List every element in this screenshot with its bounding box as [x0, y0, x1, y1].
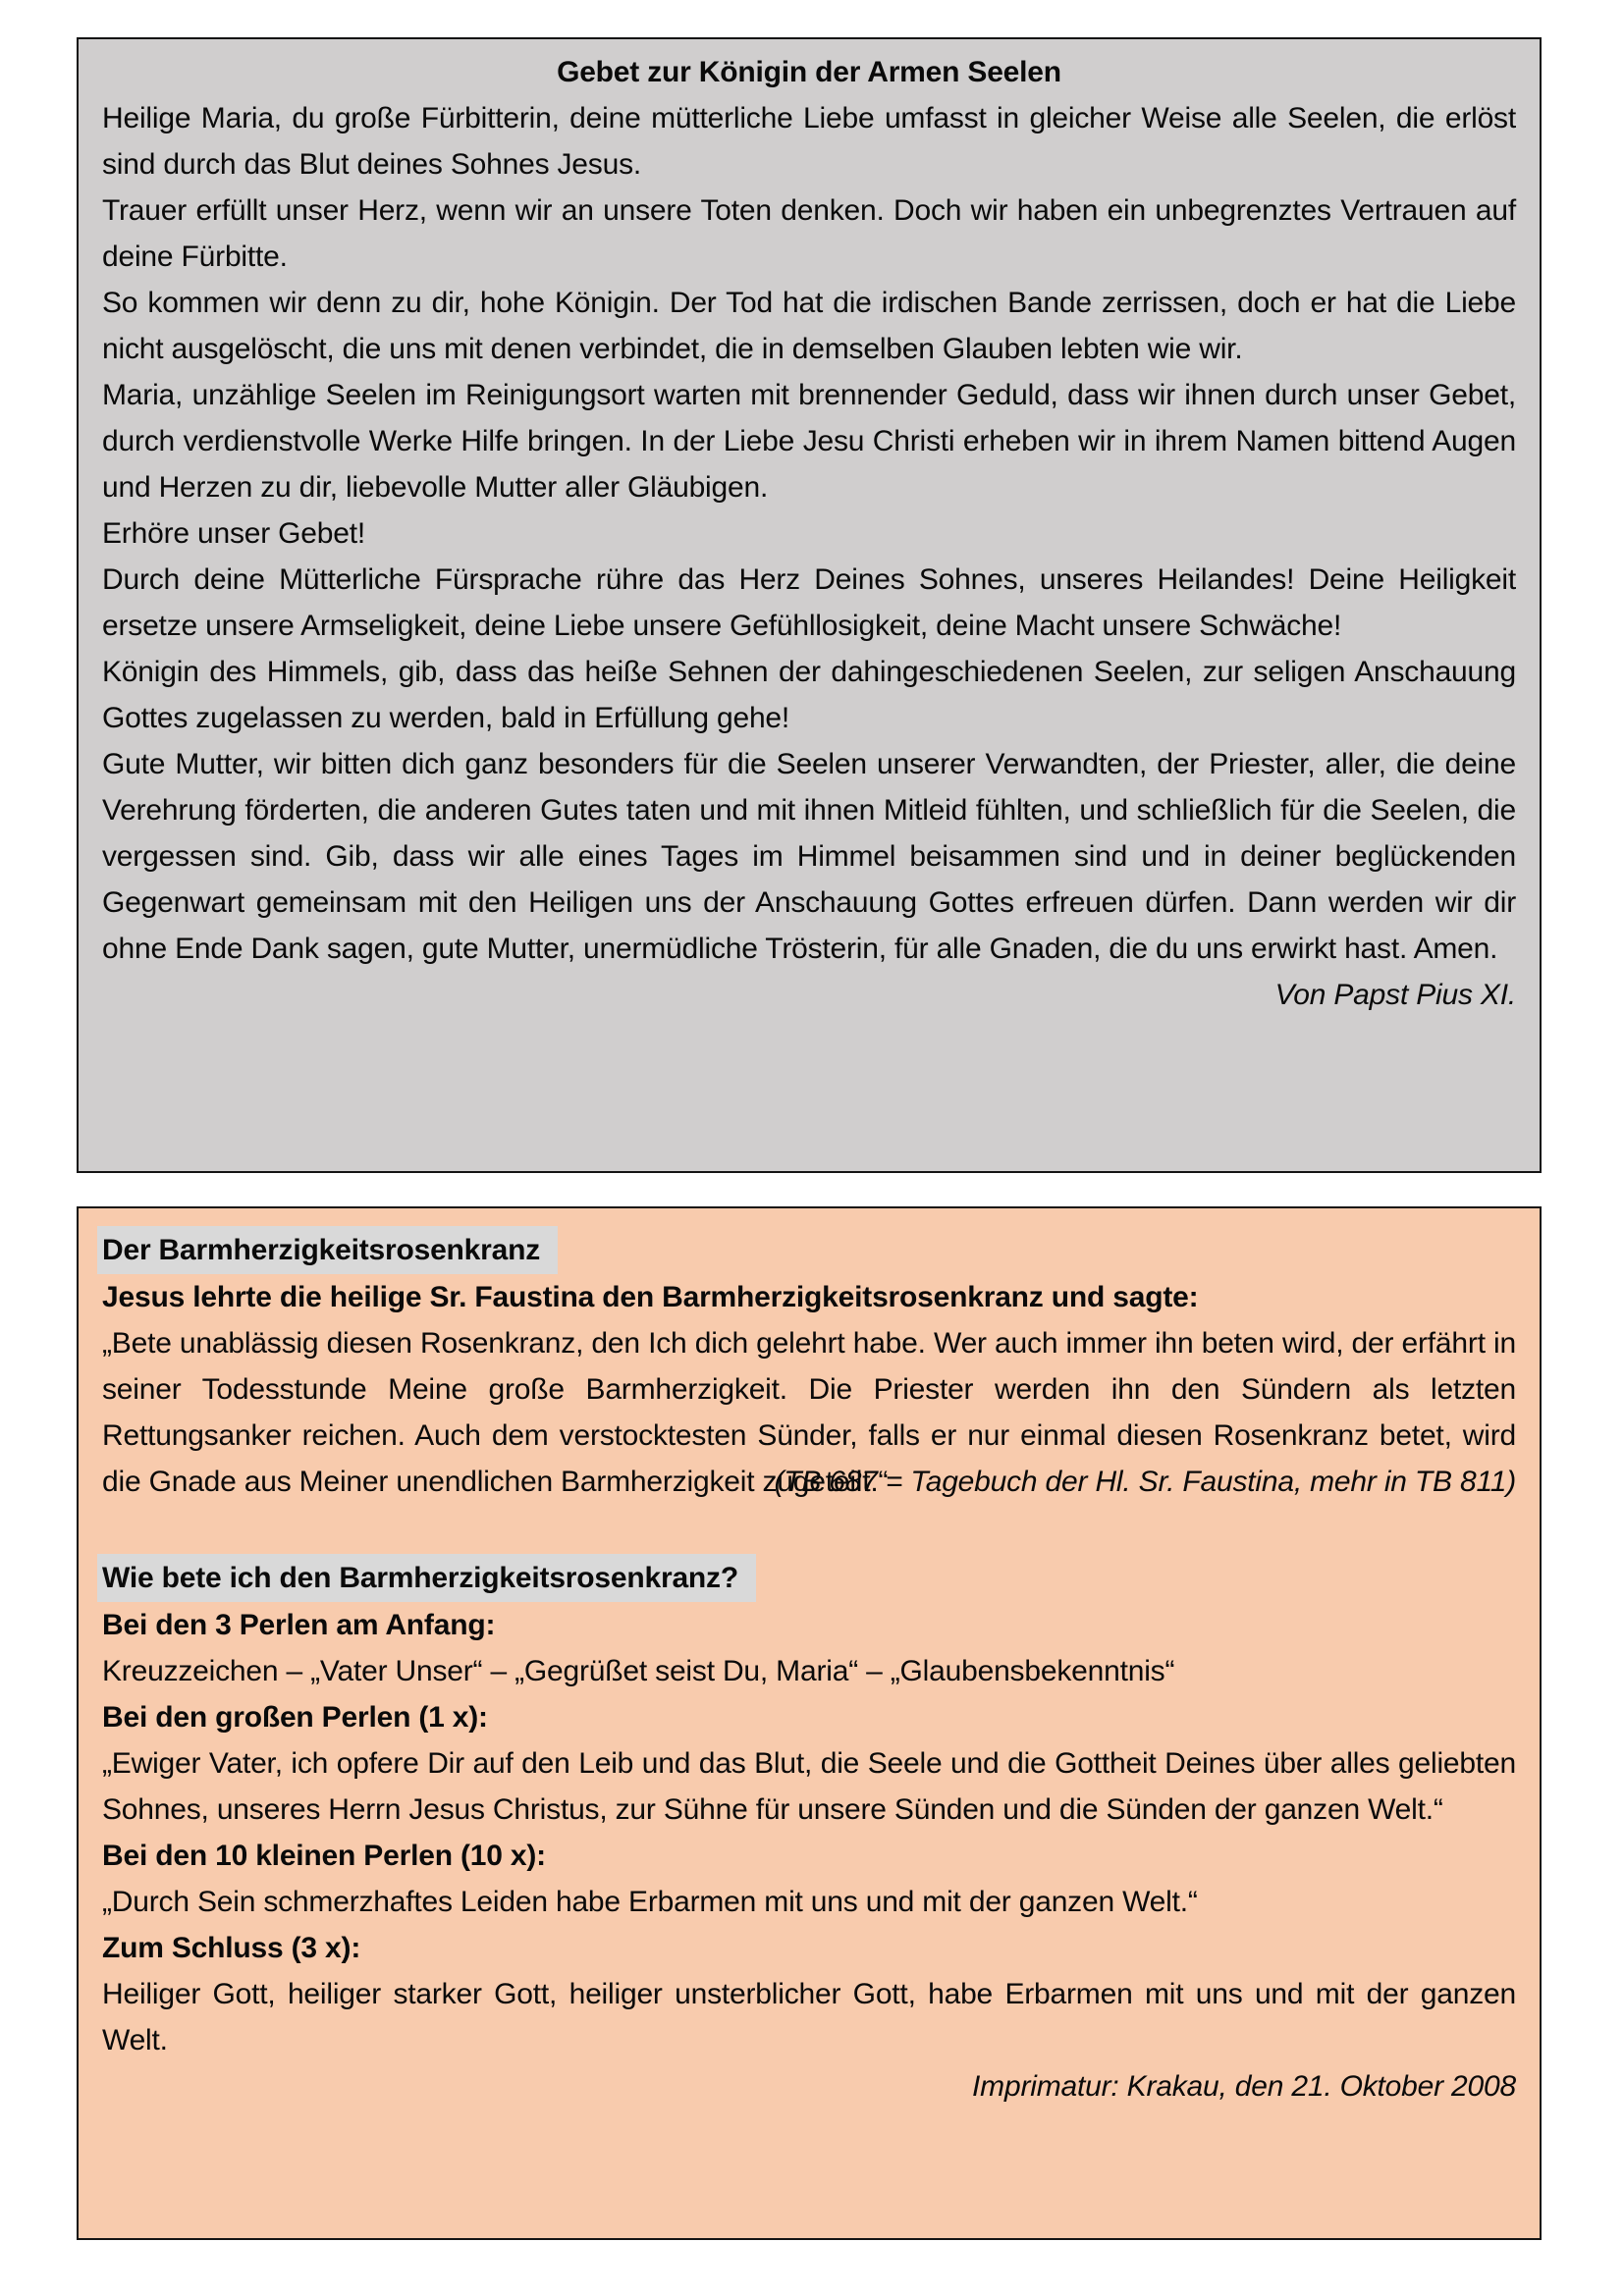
step-label: Bei den 3 Perlen am Anfang:: [102, 1609, 496, 1641]
prayer-attribution: Von Papst Pius XI.: [1274, 979, 1516, 1011]
step-label: Bei den großen Perlen (1 x):: [102, 1701, 488, 1734]
chaplet-box: [77, 1206, 1542, 2240]
prayer-paragraph: Durch deine Mütterliche Fürsprache rühre das Herz Deines Sohnes, unseres Heilandes! Deine Heiligkeit ersetze unsere Armseligkeit, deine Liebe unsere Gefühllosigkeit, deine Macht unsere Schwäche!: [102, 563, 1516, 642]
chaplet-heading: Der Barmherzigkeitsrosenkranz: [97, 1226, 558, 1274]
step-label: Zum Schluss (3 x):: [102, 1932, 361, 1964]
prayer-paragraph: So kommen wir denn zu dir, hohe Königin. Der Tod hat die irdischen Bande zerrissen, doch er hat die Liebe nicht ausgelöscht, die uns mit denen verbindet, die in demselben Glauben lebten wie wir.: [102, 287, 1516, 365]
chaplet-quote: [102, 1320, 1516, 1505]
step-label: Bei den 10 kleinen Perlen (10 x):: [102, 1840, 546, 1872]
chaplet-heading-row: [102, 1226, 1516, 1274]
step-text: Kreuzzeichen – „Vater Unser“ – „Gegrüßet seist Du, Maria“ – „Glaubensbekenntnis“: [102, 1655, 1175, 1687]
prayer-box: [77, 37, 1542, 1173]
step-text: „Durch Sein schmerzhaftes Leiden habe Erbarmen mit uns und mit der ganzen Welt.“: [102, 1886, 1198, 1918]
how-to-heading-row: [102, 1554, 1516, 1602]
chaplet-intro: Jesus lehrte die heilige Sr. Faustina den Barmherzigkeitsrosenkranz und sagte:: [102, 1281, 1199, 1313]
prayer-paragraph: Gute Mutter, wir bitten dich ganz besonders für die Seelen unserer Verwandten, der Priester, aller, die deine Verehrung förderten, die anderen Gutes taten und mit ihnen Mitleid fühlten, und schließlich für die Seelen, die vergessen sind. Gib, dass wir alle eines Tages im Himmel beisammen sind und in deiner beglückenden Gegenwart gemeinsam mit den Heiligen uns der Anschauung Gottes erfreuen dürfen. Dann werden wir dir ohne Ende Dank sagen, gute Mutter, unermüdliche Trösterin, für alle Gnaden, die du uns erwirkt hast. Amen.: [102, 748, 1516, 965]
prayer-paragraph: Trauer erfüllt unser Herz, wenn wir an unsere Toten denken. Doch wir haben ein unbegrenztes Vertrauen auf deine Fürbitte.: [102, 194, 1516, 273]
prayer-paragraph: Königin des Himmels, gib, dass das heiße Sehnen der dahingeschiedenen Seelen, zur seligen Anschauung Gottes zugelassen zu werden, bald in Erfüllung gehe!: [102, 656, 1516, 734]
how-to-heading: Wie bete ich den Barmherzigkeitsrosenkranz?: [97, 1554, 756, 1602]
prayer-paragraph: Maria, unzählige Seelen im Reinigungsort warten mit brennender Geduld, dass wir ihnen durch unser Gebet, durch verdienstvolle Werke Hilfe bringen. In der Liebe Jesu Christi erheben wir in ihrem Namen bittend Augen und Herzen zu dir, liebevolle Mutter aller Gläubigen.: [102, 379, 1516, 504]
chaplet-quote-text: „Bete unablässig diesen Rosenkranz, den Ich dich gelehrt habe. Wer auch immer ihn beten wird, der erfährt in seiner Todesstunde Meine große Barmherzigkeit. Die Priester werden ihn den Sündern als letzten Rettungsanker reichen. Auch dem verstocktesten Sünder, falls er nur einmal diesen Rosenkranz betet, wird die Gnade aus Meiner unendlichen Barmherzigkeit zugeteilt.“: [102, 1327, 1516, 1498]
prayer-paragraph: Erhöre unser Gebet!: [102, 517, 366, 550]
imprimatur-line: Imprimatur: Krakau, den 21. Oktober 2008: [972, 2070, 1516, 2103]
prayer-paragraph: Heilige Maria, du große Fürbitterin, deine mütterliche Liebe umfasst in gleicher Weise alle Seelen, die erlöst sind durch das Blut deines Sohnes Jesus.: [102, 102, 1516, 181]
prayer-title: Gebet zur Königin der Armen Seelen: [557, 56, 1061, 88]
step-text: „Ewiger Vater, ich opfere Dir auf den Leib und das Blut, die Seele und die Gottheit Deines über alles geliebten Sohnes, unseres Herrn Jesus Christus, zur Sühne für unsere Sünden und die Sünden der ganzen Welt.“: [102, 1747, 1516, 1826]
step-text: Heiliger Gott, heiliger starker Gott, heiliger unsterblicher Gott, habe Erbarmen mit uns und mit der ganzen Welt.: [102, 1978, 1516, 2056]
chaplet-quote-source: (TB 687 = Tagebuch der Hl. Sr. Faustina, mehr in TB 811): [774, 1466, 1516, 1498]
document-page: [0, 37, 1624, 2296]
